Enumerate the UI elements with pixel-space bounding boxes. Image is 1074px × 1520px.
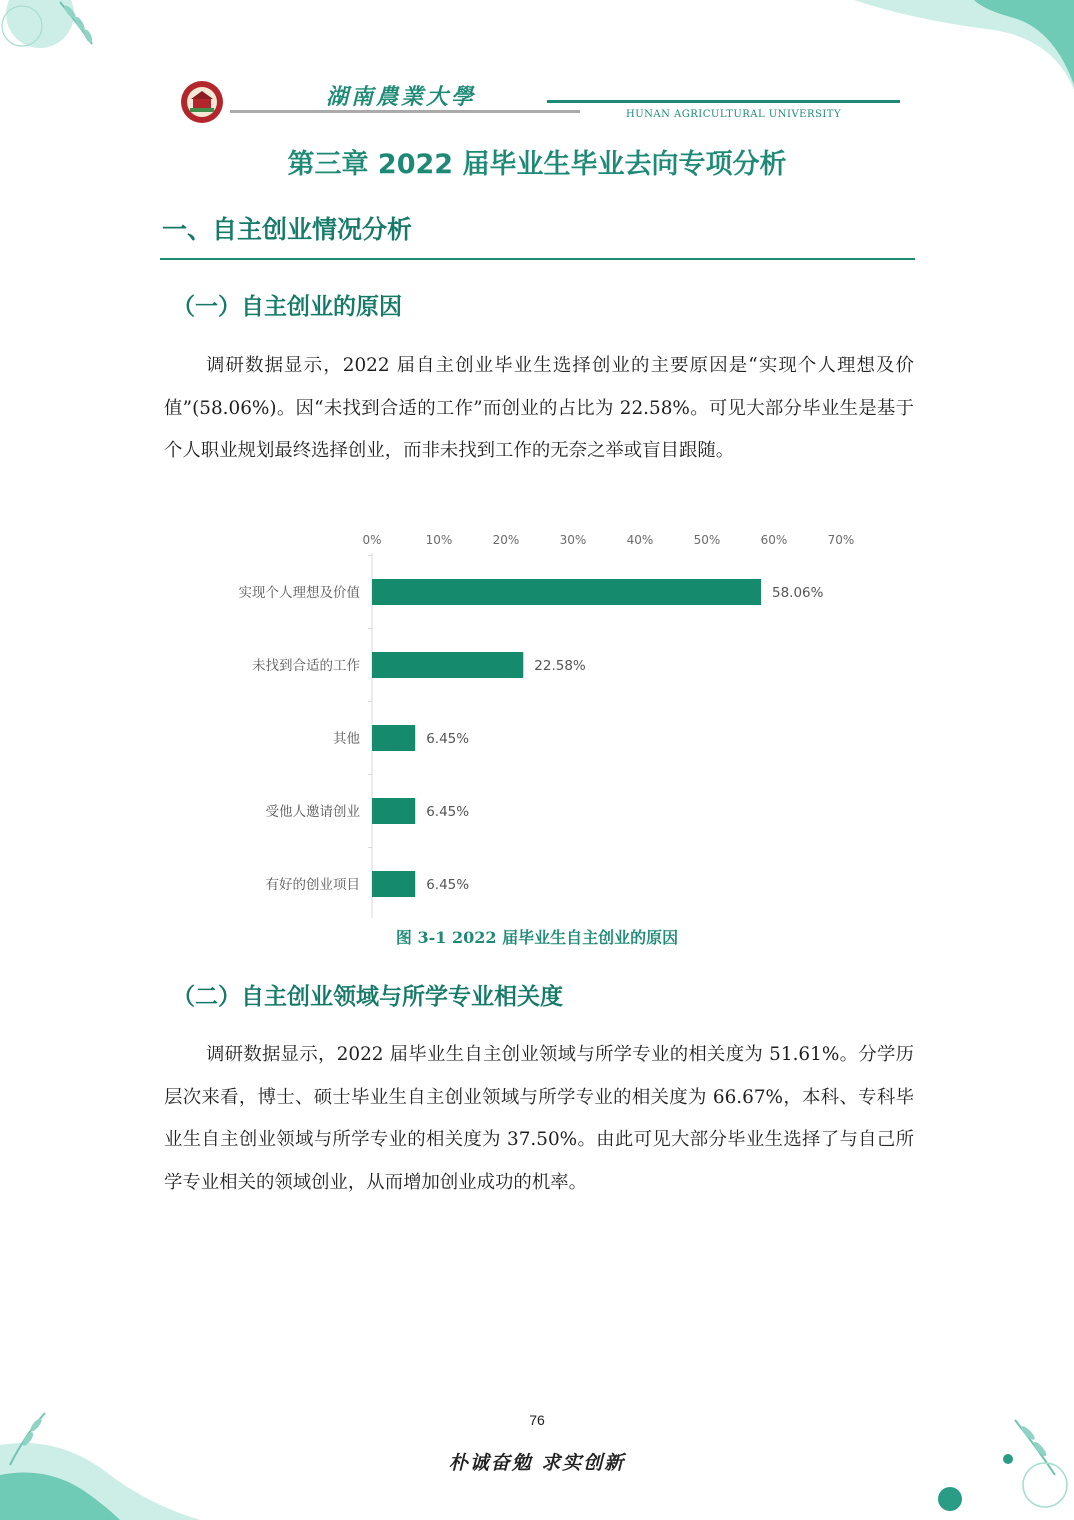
data-label: 22.58% (534, 658, 586, 674)
paragraph-2: 调研数据显示，2022 届毕业生自主创业领域与所学专业的相关度为 51.61%。分学历层次来看，博士、硕士毕业生自主创业领域与所学专业的相关度为 66.67%，本科、专科毕业生自主创业领域与所学专业的相关度为 37.50%。由此可见大部分毕业生选择了与自己所学专业相关的领域创业，从而增加创业成功的机率。 (164, 1044, 914, 1193)
figure-caption: 图 3-1 2022 届毕业生自主创业的原因 (395, 928, 679, 947)
subsection-heading-1: （一）自主创业的原因 (172, 294, 402, 320)
x-tick-label: 60% (760, 533, 788, 547)
subsection-heading-2: （二）自主创业领域与所学专业相关度 (172, 984, 563, 1010)
university-name: 湖南農業大學 (326, 84, 477, 110)
entrepreneurship-reasons-chart (200, 525, 880, 925)
x-tick-label: 0% (362, 533, 382, 547)
x-tick-label: 40% (626, 533, 654, 547)
top-right-decoration (854, 0, 1074, 90)
x-tick-label: 70% (827, 533, 855, 547)
bar (372, 579, 761, 605)
bar (372, 871, 415, 897)
data-label: 6.45% (426, 804, 470, 820)
category-label: 其他 (333, 731, 360, 747)
x-tick-label: 10% (425, 533, 453, 547)
data-label: 6.45% (426, 731, 470, 747)
category-label: 未找到合适的工作 (252, 658, 360, 674)
chapter-title: 第三章 2022 届毕业生毕业去向专项分析 (287, 149, 787, 180)
section-divider (160, 258, 915, 260)
page-number: 76 (529, 1412, 545, 1428)
category-label: 受他人邀请创业 (265, 804, 360, 820)
bar (372, 798, 415, 824)
university-name-en: HUNAN AGRICULTURAL UNIVERSITY (626, 109, 842, 120)
x-tick-label: 20% (492, 533, 520, 547)
data-label: 6.45% (426, 877, 470, 893)
university-seal-logo (180, 80, 224, 124)
data-label: 58.06% (772, 585, 824, 601)
section-heading: 一、自主创业情况分析 (162, 215, 413, 244)
bar (372, 725, 415, 751)
x-tick-label: 50% (693, 533, 721, 547)
x-tick-label: 30% (559, 533, 587, 547)
footer-motto: 朴诚奋勉 求实创新 (448, 1452, 626, 1474)
header-rule-left (230, 110, 580, 113)
header-rule-right (547, 100, 900, 103)
top-left-decoration (0, 0, 110, 60)
category-label: 实现个人理想及价值 (238, 585, 360, 601)
paragraph-1: 调研数据显示，2022 届自主创业毕业生选择创业的主要原因是“实现个人理想及价值”(58.06%)。因“未找到合适的工作”而创业的占比为 22.58%。可见大部分毕业生是基于个人职业规划最终选择创业，而非未找到工作的无奈之举或盲目跟随。 (164, 355, 914, 461)
category-label: 有好的创业项目 (265, 877, 360, 893)
bar (372, 652, 523, 678)
